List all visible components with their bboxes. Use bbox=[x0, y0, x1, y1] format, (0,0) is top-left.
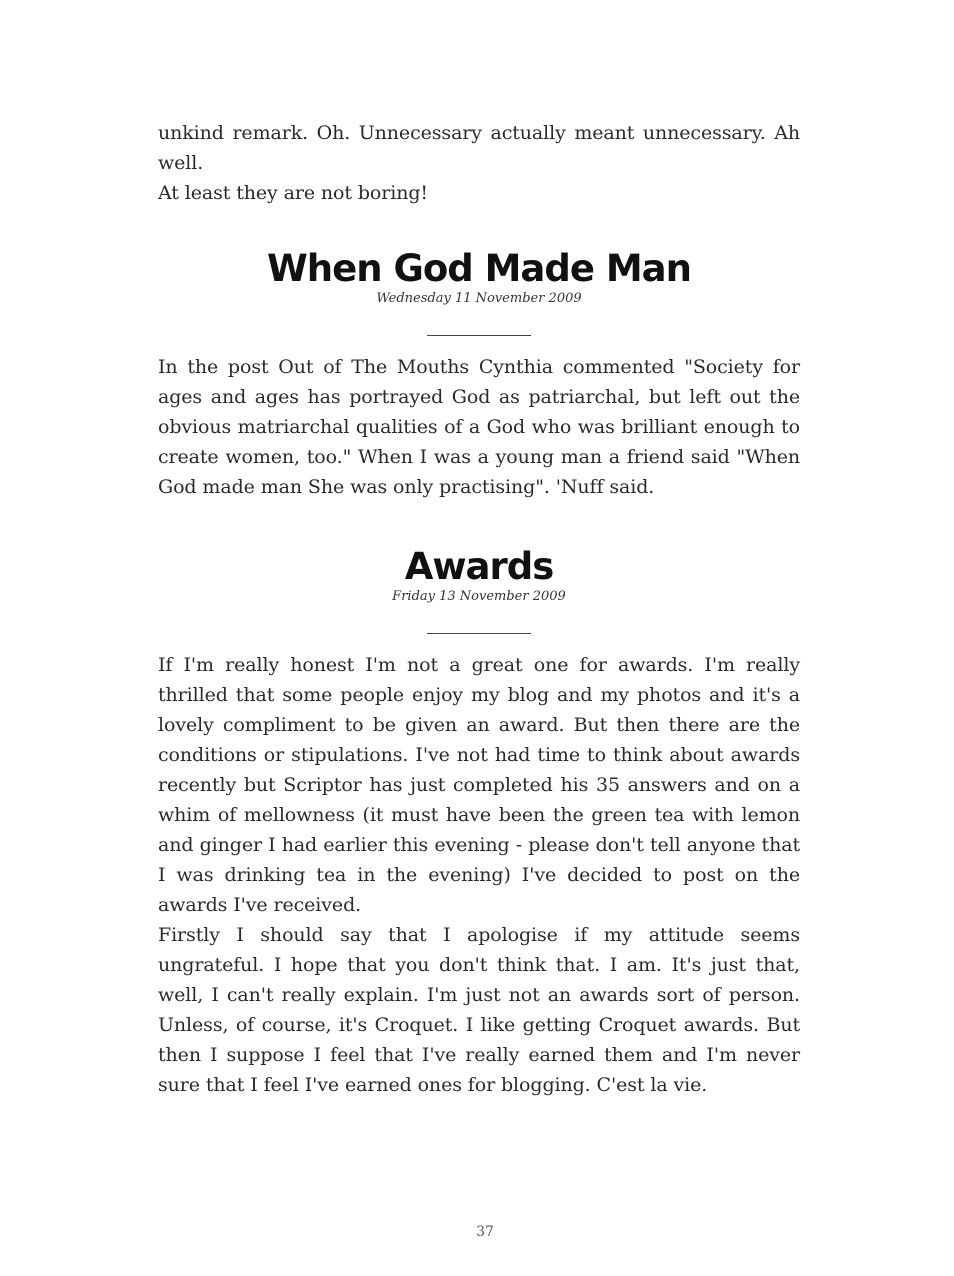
post-date: Wednesday 11 November 2009 bbox=[376, 291, 582, 306]
post-paragraph: Firstly I should say that I apologise if my attitude seems ungrateful. I hope that you don't think that. I am. It's just that, well, I can't really explain. I'm just not an awards sort of person. Unless, of course, it's Croquet. I like getting Croquet awards. But then I suppose I feel that I've really earned them and I'm never sure that I feel I've earned ones for blogging. C'est la vie. bbox=[158, 924, 800, 1096]
post-title: Awards bbox=[404, 545, 554, 588]
post-title: When God Made Man bbox=[266, 247, 691, 290]
section-spacer bbox=[158, 208, 800, 248]
post-date: Friday 13 November 2009 bbox=[392, 589, 566, 604]
title-divider bbox=[427, 335, 531, 336]
page-number: 37 bbox=[476, 1224, 494, 1240]
post-paragraph: If I'm really honest I'm not a great one for awards. I'm really thrilled that some people enjoy my blog and my photos and it's a lovely compliment to be given an award. But then there are the conditions or stipulations. I've not had time to think about awards recently but Scriptor has just completed his 35 answers and on a whim of mellowness (it must have been the green tea with lemon and ginger I had earlier this evening - please don't tell anyone that I was drinking tea in the evening) I've decided to post on the awards I've received. bbox=[158, 654, 800, 916]
section-spacer bbox=[158, 502, 800, 546]
post-paragraph: In the post Out of The Mouths Cynthia commented "Society for ages and ages has portrayed God as patriarchal, but left out the obvious matriarchal qualities of a God who was brilliant enough to create women, too." When I was a young man a friend said "When God made man She was only practising". 'Nuff said. bbox=[158, 356, 800, 498]
intro-paragraph-2: At least they are not boring! bbox=[158, 182, 428, 204]
post-when-god-made-man bbox=[158, 248, 800, 502]
title-divider bbox=[427, 633, 531, 634]
document-page bbox=[158, 118, 800, 1100]
intro-paragraph-1: unkind remark. Oh. Unnecessary actually meant unnecessary. Ah well. bbox=[158, 122, 800, 174]
post-awards bbox=[158, 546, 800, 1100]
